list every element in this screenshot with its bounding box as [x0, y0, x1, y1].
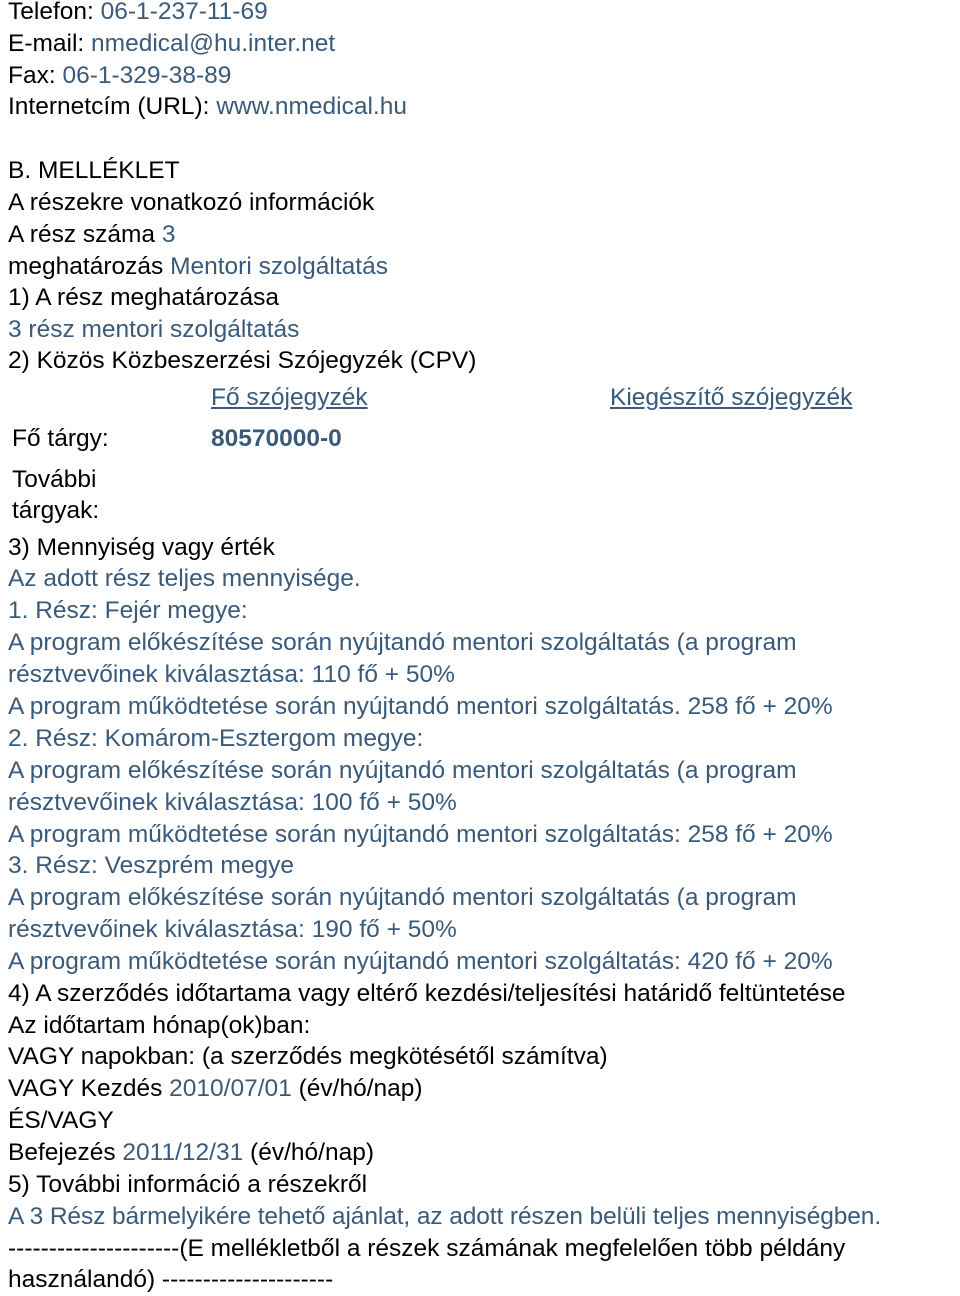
end-date-value: 2011/12/31: [122, 1139, 244, 1166]
part-number-value: 3: [161, 221, 176, 248]
phone-label: Telefon:: [8, 0, 94, 25]
section-3-title: 3) Mennyiség vagy érték: [8, 534, 275, 561]
phone-line: [8, 0, 268, 28]
section-5-value: A 3 Rész bármelyikére tehető ajánlat, az adott részen belüli teljes mennyiségben.: [8, 1203, 882, 1230]
fax-label: Fax:: [8, 62, 56, 89]
footer-note-line1: ---------------------(E mellékletből a részek számának megfelelően több példány: [8, 1235, 846, 1262]
cpv-other-label-line1: További: [12, 466, 97, 493]
start-date-value: 2010/07/01: [169, 1075, 292, 1102]
quantity-line: résztvevőinek kiválasztása: 110 fő + 50%: [8, 661, 455, 688]
definition-value: Mentori szolgáltatás: [170, 253, 388, 280]
section-4-title: 4) A szerződés időtartama vagy eltérő kezdési/teljesítési határidő feltüntetése: [8, 980, 846, 1007]
cpv-main-subject-label: Fő tárgy:: [12, 425, 109, 452]
url-line: [8, 91, 407, 123]
annex-title: B. MELLÉKLET: [8, 157, 180, 184]
quantity-line: A program működtetése során nyújtandó mentori szolgáltatás. 258 fő + 20%: [8, 693, 833, 720]
definition-line: [8, 251, 388, 283]
section-5-title: 5) További információ a részekről: [8, 1171, 368, 1198]
quantity-line: résztvevőinek kiválasztása: 100 fő + 50%: [8, 789, 457, 816]
section-1-value: 3 rész mentori szolgáltatás: [8, 316, 300, 343]
start-date-label: VAGY Kezdés: [8, 1075, 163, 1102]
phone-value: 06-1-237-11-69: [100, 0, 268, 25]
quantity-line: A program működtetése során nyújtandó mentori szolgáltatás: 258 fő + 20%: [8, 821, 833, 848]
duration-months: Az időtartam hónap(ok)ban:: [8, 1012, 311, 1039]
duration-days: VAGY napokban: (a szerződés megkötésétől számítva): [8, 1043, 608, 1070]
cpv-main-code: 80570000-0: [211, 425, 342, 452]
quantity-line: résztvevőinek kiválasztása: 190 fő + 50%: [8, 916, 457, 943]
part-number-line: [8, 219, 176, 251]
end-date-line: [8, 1137, 374, 1169]
start-date-line: [8, 1073, 423, 1105]
quantity-line: 3. Rész: Veszprém megye: [8, 852, 294, 879]
fax-value: 06-1-329-38-89: [62, 62, 232, 89]
quantity-line: A program előkészítése során nyújtandó mentori szolgáltatás (a program: [8, 884, 797, 911]
email-label: E-mail:: [8, 30, 85, 57]
quantity-line: A program működtetése során nyújtandó mentori szolgáltatás: 420 fő + 20%: [8, 948, 833, 975]
fax-line: [8, 60, 231, 92]
start-date-format: (év/hó/nap): [298, 1075, 423, 1102]
quantity-line: 2. Rész: Komárom-Esztergom megye:: [8, 725, 424, 752]
quantity-line: Az adott rész teljes mennyisége.: [8, 565, 361, 592]
definition-label: meghatározás: [8, 253, 164, 280]
cpv-main-header: Fő szójegyzék: [211, 384, 368, 411]
section-2-title: 2) Közös Közbeszerzési Szójegyzék (CPV): [8, 347, 477, 374]
annex-subtitle: A részekre vonatkozó információk: [8, 189, 375, 216]
and-or-label: ÉS/VAGY: [8, 1107, 114, 1134]
email-value: nmedical@hu.inter.net: [91, 30, 336, 57]
cpv-other-label-line2: tárgyak:: [12, 497, 100, 524]
quantity-line: A program előkészítése során nyújtandó mentori szolgáltatás (a program: [8, 629, 797, 656]
url-value: www.nmedical.hu: [216, 93, 407, 120]
email-line: [8, 28, 335, 60]
section-1-title: 1) A rész meghatározása: [8, 284, 280, 311]
part-number-label: A rész száma: [8, 221, 156, 248]
quantity-line: A program előkészítése során nyújtandó mentori szolgáltatás (a program: [8, 757, 797, 784]
end-date-format: (év/hó/nap): [250, 1139, 374, 1166]
end-date-label: Befejezés: [8, 1139, 116, 1166]
cpv-supplementary-header: Kiegészítő szójegyzék: [610, 384, 853, 411]
footer-note-line2: használandó) ---------------------: [8, 1266, 334, 1293]
quantity-line: 1. Rész: Fejér megye:: [8, 597, 248, 624]
url-label: Internetcím (URL):: [8, 93, 210, 120]
